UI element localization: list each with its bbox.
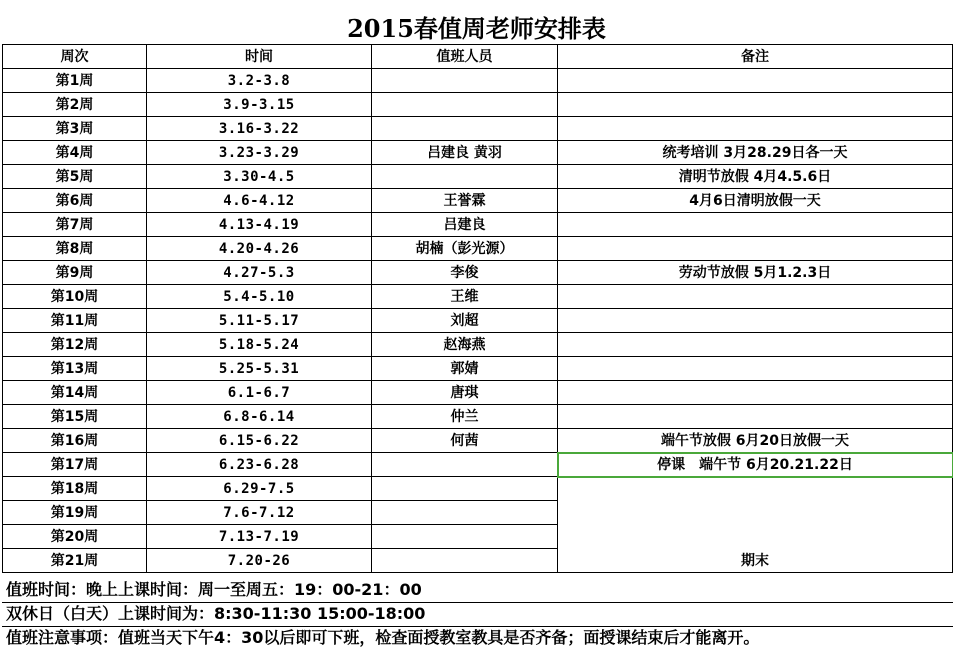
- table-row: [3, 429, 953, 453]
- week-cell[interactable]: 第3周: [3, 117, 147, 141]
- table-row: [3, 93, 953, 117]
- staff-cell[interactable]: [372, 477, 558, 501]
- table-row: [3, 237, 953, 261]
- time-cell[interactable]: 6.23-6.28: [147, 453, 372, 477]
- time-cell[interactable]: 5.18-5.24: [147, 333, 372, 357]
- staff-cell[interactable]: 何茜: [372, 429, 558, 453]
- table-row: [3, 165, 953, 189]
- time-cell[interactable]: 6.1-6.7: [147, 381, 372, 405]
- staff-cell[interactable]: [372, 165, 558, 189]
- time-cell[interactable]: 6.29-7.5: [147, 477, 372, 501]
- week-cell[interactable]: 第5周: [3, 165, 147, 189]
- note-cell[interactable]: 端午节放假 6月20日放假一天: [558, 429, 953, 453]
- note-cell[interactable]: [558, 357, 953, 381]
- staff-cell[interactable]: 胡楠（彭光源）: [372, 237, 558, 261]
- staff-cell[interactable]: 王誉霖: [372, 189, 558, 213]
- staff-cell[interactable]: 李俊: [372, 261, 558, 285]
- time-cell[interactable]: 5.4-5.10: [147, 285, 372, 309]
- note-cell[interactable]: [558, 213, 953, 237]
- week-cell[interactable]: 第4周: [3, 141, 147, 165]
- schedule-table: [2, 44, 953, 573]
- staff-cell[interactable]: 郭婧: [372, 357, 558, 381]
- week-cell[interactable]: 第14周: [3, 381, 147, 405]
- note-cell[interactable]: 4月6日清明放假一天: [558, 189, 953, 213]
- note-cell[interactable]: [558, 69, 953, 93]
- week-cell[interactable]: 第11周: [3, 309, 147, 333]
- table-row: [3, 189, 953, 213]
- week-cell[interactable]: 第13周: [3, 357, 147, 381]
- header-row: [3, 45, 953, 69]
- note-cell[interactable]: 劳动节放假 5月1.2.3日: [558, 261, 953, 285]
- footer-weekend-time[interactable]: 双休日（白天）上课时间为：8:30-11:30 15:00-18:00: [6, 604, 426, 623]
- note-cell[interactable]: [558, 285, 953, 309]
- staff-cell[interactable]: [372, 453, 558, 477]
- staff-cell[interactable]: [372, 117, 558, 141]
- week-cell[interactable]: 第16周: [3, 429, 147, 453]
- note-cell[interactable]: [558, 333, 953, 357]
- header-week[interactable]: 周次: [3, 45, 147, 69]
- week-cell[interactable]: 第6周: [3, 189, 147, 213]
- time-cell[interactable]: 6.8-6.14: [147, 405, 372, 429]
- week-cell[interactable]: 第17周: [3, 453, 147, 477]
- note-cell[interactable]: [558, 405, 953, 429]
- time-cell[interactable]: 4.27-5.3: [147, 261, 372, 285]
- time-cell[interactable]: 3.30-4.5: [147, 165, 372, 189]
- final-note-cell[interactable]: 期末: [558, 477, 953, 573]
- note-cell[interactable]: [558, 309, 953, 333]
- time-cell[interactable]: 4.6-4.12: [147, 189, 372, 213]
- staff-cell[interactable]: [372, 69, 558, 93]
- staff-cell[interactable]: 刘超: [372, 309, 558, 333]
- time-cell[interactable]: 4.20-4.26: [147, 237, 372, 261]
- table-row: [3, 357, 953, 381]
- table-row: [3, 477, 953, 501]
- staff-cell[interactable]: [372, 93, 558, 117]
- staff-cell[interactable]: 吕建良: [372, 213, 558, 237]
- header-staff[interactable]: 值班人员: [372, 45, 558, 69]
- footer-duty-time[interactable]: 值班时间：晚上上课时间：周一至周五：19：00-21：00: [6, 580, 422, 599]
- footer-notice[interactable]: 值班注意事项：值班当天下午4：30以后即可下班，检查面授教室教具是否齐备；面授课结束后才能离开。: [6, 628, 760, 647]
- week-cell[interactable]: 第7周: [3, 213, 147, 237]
- note-cell[interactable]: 停课 端午节 6月20.21.22日: [558, 453, 953, 477]
- sheet-title: 2015春值周老师安排表: [347, 14, 606, 43]
- week-cell[interactable]: 第21周: [3, 549, 147, 573]
- time-cell[interactable]: 7.13-7.19: [147, 525, 372, 549]
- table-row: [3, 69, 953, 93]
- week-cell[interactable]: 第15周: [3, 405, 147, 429]
- note-cell[interactable]: 清明节放假 4月4.5.6日: [558, 165, 953, 189]
- table-row: [3, 141, 953, 165]
- time-cell[interactable]: 4.13-4.19: [147, 213, 372, 237]
- note-cell[interactable]: [558, 381, 953, 405]
- staff-cell[interactable]: 赵海燕: [372, 333, 558, 357]
- staff-cell[interactable]: [372, 525, 558, 549]
- table-row: [3, 333, 953, 357]
- week-cell[interactable]: 第20周: [3, 525, 147, 549]
- week-cell[interactable]: 第8周: [3, 237, 147, 261]
- week-cell[interactable]: 第18周: [3, 477, 147, 501]
- staff-cell[interactable]: 仲兰: [372, 405, 558, 429]
- week-cell[interactable]: 第1周: [3, 69, 147, 93]
- time-cell[interactable]: 3.23-3.29: [147, 141, 372, 165]
- header-note[interactable]: 备注: [558, 45, 953, 69]
- staff-cell[interactable]: 吕建良 黄羽: [372, 141, 558, 165]
- table-row: [3, 213, 953, 237]
- table-row: [3, 453, 953, 477]
- time-cell[interactable]: 3.16-3.22: [147, 117, 372, 141]
- week-cell[interactable]: 第12周: [3, 333, 147, 357]
- table-row: [3, 261, 953, 285]
- table-row: [3, 117, 953, 141]
- staff-cell[interactable]: [372, 549, 558, 573]
- time-cell[interactable]: 3.2-3.8: [147, 69, 372, 93]
- table-row: [3, 285, 953, 309]
- table-row: [3, 405, 953, 429]
- header-time[interactable]: 时间: [147, 45, 372, 69]
- note-cell[interactable]: 统考培训 3月28.29日各一天: [558, 141, 953, 165]
- time-cell[interactable]: 7.6-7.12: [147, 501, 372, 525]
- week-cell[interactable]: 第2周: [3, 93, 147, 117]
- week-cell[interactable]: 第19周: [3, 501, 147, 525]
- note-cell[interactable]: [558, 93, 953, 117]
- time-cell[interactable]: 5.25-5.31: [147, 357, 372, 381]
- table-row: [3, 309, 953, 333]
- time-cell[interactable]: 6.15-6.22: [147, 429, 372, 453]
- note-cell[interactable]: [558, 237, 953, 261]
- table-row: [3, 381, 953, 405]
- time-cell[interactable]: 7.20-26: [147, 549, 372, 573]
- note-cell[interactable]: [558, 117, 953, 141]
- staff-cell[interactable]: 唐琪: [372, 381, 558, 405]
- staff-cell[interactable]: [372, 501, 558, 525]
- staff-cell[interactable]: 王维: [372, 285, 558, 309]
- week-cell[interactable]: 第9周: [3, 261, 147, 285]
- week-cell[interactable]: 第10周: [3, 285, 147, 309]
- time-cell[interactable]: 5.11-5.17: [147, 309, 372, 333]
- time-cell[interactable]: 3.9-3.15: [147, 93, 372, 117]
